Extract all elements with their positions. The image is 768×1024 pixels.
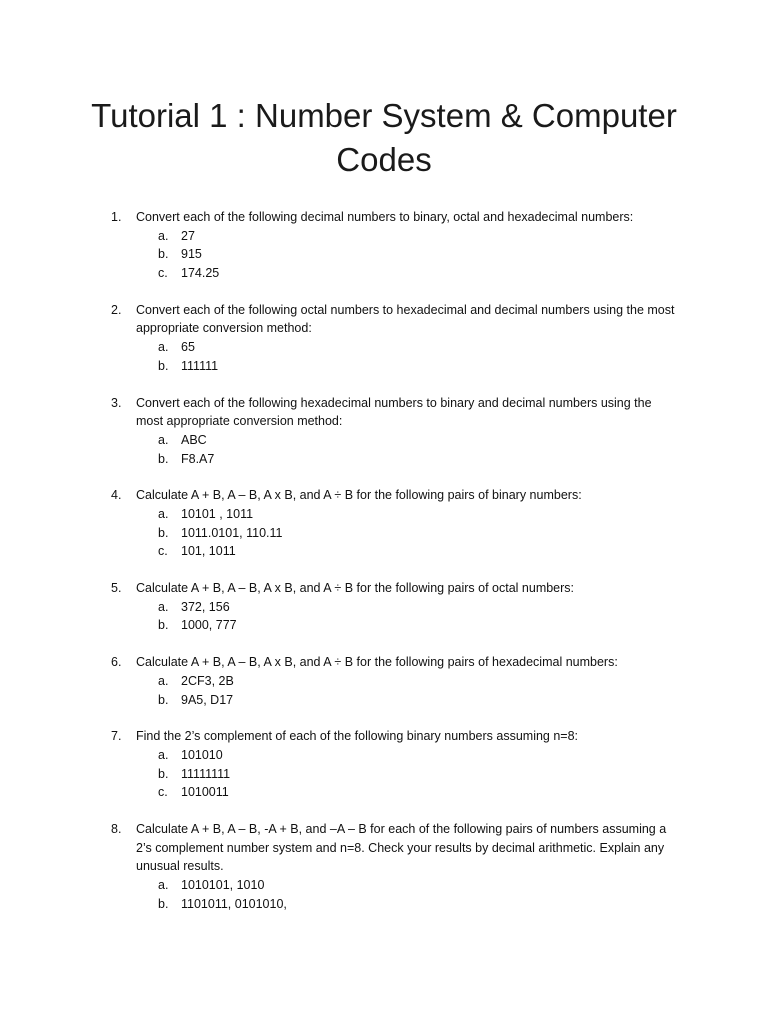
sub-item-letter: c. bbox=[158, 544, 168, 559]
question-text: Find the 2’s complement of each of the following binary numbers assuming n=8: bbox=[136, 729, 579, 744]
question-text: Calculate A + B, A – B, A x B, and A ÷ B for the following pairs of octal numbers: bbox=[136, 581, 575, 596]
sub-item bbox=[0, 598, 768, 617]
sub-item-value: 174.25 bbox=[181, 266, 220, 281]
sub-item-letter: b. bbox=[158, 525, 169, 540]
sub-item bbox=[0, 431, 768, 450]
sub-item-value: 1011.0101, 110.11 bbox=[181, 525, 283, 540]
sub-item-value: 10101 , 1011 bbox=[181, 507, 254, 522]
sub-item bbox=[0, 765, 768, 784]
question-item bbox=[0, 301, 768, 376]
sub-item bbox=[0, 338, 768, 357]
sub-item-letter: b. bbox=[158, 618, 169, 633]
sub-item bbox=[0, 264, 768, 283]
sub-item bbox=[0, 895, 768, 914]
sub-item-letter: b. bbox=[158, 692, 169, 707]
sub-item bbox=[0, 783, 768, 802]
sub-item-value: 915 bbox=[181, 247, 202, 262]
sub-item-list bbox=[0, 227, 768, 283]
sub-item bbox=[0, 691, 768, 710]
sub-item-value: 372, 156 bbox=[181, 599, 230, 614]
question-item bbox=[0, 579, 768, 635]
sub-item-value: 9A5, D17 bbox=[181, 692, 234, 707]
question-text: Convert each of the following hexadecimal numbers to binary and decimal numbers using the most appropriate conversion method: bbox=[136, 395, 652, 429]
question-list bbox=[0, 208, 768, 932]
sub-item-letter: b. bbox=[158, 247, 169, 262]
sub-item bbox=[0, 542, 768, 561]
sub-item bbox=[0, 616, 768, 635]
sub-item-letter: b. bbox=[158, 358, 169, 373]
sub-item bbox=[0, 524, 768, 543]
sub-item bbox=[0, 672, 768, 691]
sub-item-value: 101, 1011 bbox=[181, 544, 236, 559]
page-title: Tutorial 1 : Number System & Computer Codes bbox=[91, 97, 677, 178]
sub-item-letter: c. bbox=[158, 785, 168, 800]
question-item bbox=[0, 820, 768, 913]
question-number: 1. bbox=[111, 210, 122, 224]
question-text: Convert each of the following decimal numbers to binary, octal and hexadecimal numbers: bbox=[136, 210, 634, 224]
sub-item-letter: b. bbox=[158, 766, 169, 781]
sub-item bbox=[0, 357, 768, 376]
sub-item-letter: a. bbox=[158, 432, 169, 447]
sub-item-value: 2CF3, 2B bbox=[181, 673, 234, 688]
question-number: 4. bbox=[111, 488, 122, 503]
sub-item-list bbox=[0, 746, 768, 802]
sub-item-list bbox=[0, 876, 768, 913]
sub-item-value: ABC bbox=[181, 432, 207, 447]
sub-item-value: 1010011 bbox=[181, 785, 229, 800]
sub-item bbox=[0, 505, 768, 524]
sub-item bbox=[0, 227, 768, 246]
sub-item-letter: a. bbox=[158, 228, 169, 243]
question-text: Calculate A + B, A – B, -A + B, and –A – B for each of the following pairs of numbers assuming a 2’s complement number system and n=8. Check your results by decimal arithmetic. Explain any unusual results. bbox=[136, 822, 667, 874]
question-number: 8. bbox=[111, 822, 122, 837]
sub-item-value: 65 bbox=[181, 340, 195, 355]
question-text: Calculate A + B, A – B, A x B, and A ÷ B for the following pairs of hexadecimal numbers: bbox=[136, 655, 618, 670]
sub-item-value: 1101011, 0101010, bbox=[181, 896, 287, 911]
sub-item-value: 111111 bbox=[181, 358, 219, 373]
sub-item-letter: a. bbox=[158, 599, 169, 614]
sub-item-list bbox=[0, 598, 768, 635]
sub-item-value: 11111111 bbox=[181, 766, 231, 781]
question-number: 3. bbox=[111, 395, 122, 410]
question-text: Calculate A + B, A – B, A x B, and A ÷ B for the following pairs of binary numbers: bbox=[136, 488, 582, 503]
sub-item-letter: a. bbox=[158, 747, 169, 762]
sub-item bbox=[0, 245, 768, 264]
question-item bbox=[0, 727, 768, 802]
question-number: 5. bbox=[111, 581, 122, 596]
sub-item-letter: a. bbox=[158, 878, 169, 893]
sub-item-letter: a. bbox=[158, 507, 169, 522]
sub-item-list bbox=[0, 505, 768, 561]
sub-item bbox=[0, 450, 768, 469]
sub-item-letter: c. bbox=[158, 266, 168, 281]
sub-item-list bbox=[0, 338, 768, 375]
question-item bbox=[0, 394, 768, 469]
sub-item-letter: b. bbox=[158, 896, 169, 911]
sub-item-list bbox=[0, 672, 768, 709]
question-item bbox=[0, 208, 768, 283]
sub-item-letter: a. bbox=[158, 673, 169, 688]
sub-item-value: 101010 bbox=[181, 747, 223, 762]
sub-item-value: 27 bbox=[181, 228, 195, 243]
sub-item-letter: a. bbox=[158, 340, 169, 355]
sub-item-value: F8.A7 bbox=[181, 451, 215, 466]
question-number: 6. bbox=[111, 655, 122, 670]
question-item bbox=[0, 486, 768, 561]
question-text: Convert each of the following octal numbers to hexadecimal and decimal numbers using the most appropriate conversion method: bbox=[136, 302, 675, 336]
question-item bbox=[0, 653, 768, 709]
sub-item bbox=[0, 746, 768, 765]
sub-item-list bbox=[0, 431, 768, 468]
sub-item-value: 1010101, 1010 bbox=[181, 878, 265, 893]
sub-item bbox=[0, 876, 768, 895]
sub-item-letter: b. bbox=[158, 451, 169, 466]
question-number: 7. bbox=[111, 729, 122, 744]
sub-item-value: 1000, 777 bbox=[181, 618, 237, 633]
question-number: 2. bbox=[111, 302, 122, 317]
